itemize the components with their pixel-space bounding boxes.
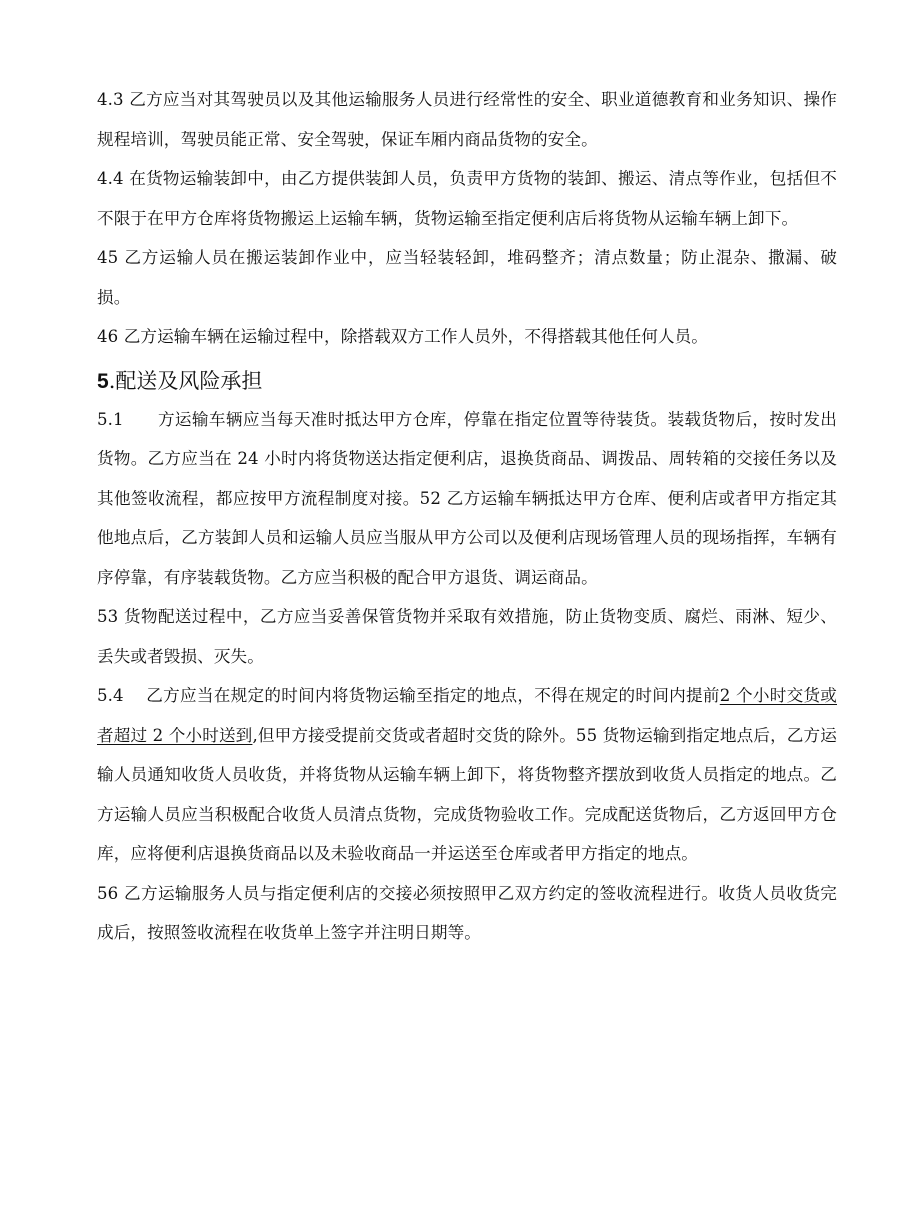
clause-4-4: 4.4 在货物运输装卸中，由乙方提供装卸人员，负责甲方货物的装卸、搬运、清点等作业，包括但不不限于在甲方仓库将货物搬运上运输车辆，货物运输至指定便利店后将货物从运输车辆上卸下。 (97, 169, 837, 228)
section-5-heading (97, 361, 837, 402)
clause-4-5: 45 乙方运输人员在搬运装卸作业中，应当轻装轻卸，堆码整齐；清点数量；防止混杂、撒漏、破损。 (97, 248, 837, 307)
clause-5-4-underlined-text: 2 个小时交货或者超过 2 个小时送到 (97, 686, 837, 745)
clause-5-6: 56 乙方运输服务人员与指定便利店的交接必须按照甲乙双方约定的签收流程进行。收货人员收货完成后，按照签收流程在收货单上签字并注明日期等。 (97, 883, 837, 942)
section-5-number: 5 (97, 369, 109, 393)
clause-4-6: 46 乙方运输车辆在运输过程中，除搭载双方工作人员外，不得搭载其他任何人员。 (97, 327, 708, 346)
clause-5-1: 5.1 方运输车辆应当每天准时抵达甲方仓库，停靠在指定位置等待装货。装载货物后，按时发出货物。乙方应当在 24 小时内将货物送达指定便利店，退换货商品、调拨品、周转箱的交接任务以及其他签收流程，都应按甲方流程制度对接。52 乙方运输车辆抵达甲方仓库、便利店或者甲方指定其他地点后，乙方装卸人员和运输人员应当服从甲方公司以及便利店现场管理人员的现场指挥，车辆有序停靠，有序装载货物。乙方应当积极的配合甲方退货、调运商品。 (97, 409, 837, 587)
section-5-title: .配送及风险承担 (108, 368, 263, 393)
clause-4-3: 4.3 乙方应当对其驾驶员以及其他运输服务人员进行经常性的安全、职业道德教育和业务知识、操作规程培训，驾驶员能正常、安全驾驶，保证车厢内商品货物的安全。 (97, 90, 837, 149)
clause-5-4-text-b: ,但甲方接受提前交货或者超时交货的除外。55 货物运输到指定地点后，乙方运输人员通知收货人员收货，并将货物从运输车辆上卸下，将货物整齐摆放到收货人员指定的地点。乙方运输人员应当积极配合收货人员清点货物，完成货物验收工作。完成配送货物后，乙方返回甲方仓库，应将便利店退换货商品以及未验收商品一并运送至仓库或者甲方指定的地点。 (97, 725, 837, 863)
clause-5-4-text-a: 5.4 乙方应当在规定的时间内将货物运输至指定的地点，不得在规定的时间内提前 (97, 686, 720, 705)
document-page (97, 80, 837, 953)
clause-5-4 (97, 676, 837, 874)
clause-5-3: 53 货物配送过程中，乙方应当妥善保管货物并采取有效措施，防止货物变质、腐烂、雨淋、短少、丢失或者毁损、灭失。 (97, 607, 837, 666)
